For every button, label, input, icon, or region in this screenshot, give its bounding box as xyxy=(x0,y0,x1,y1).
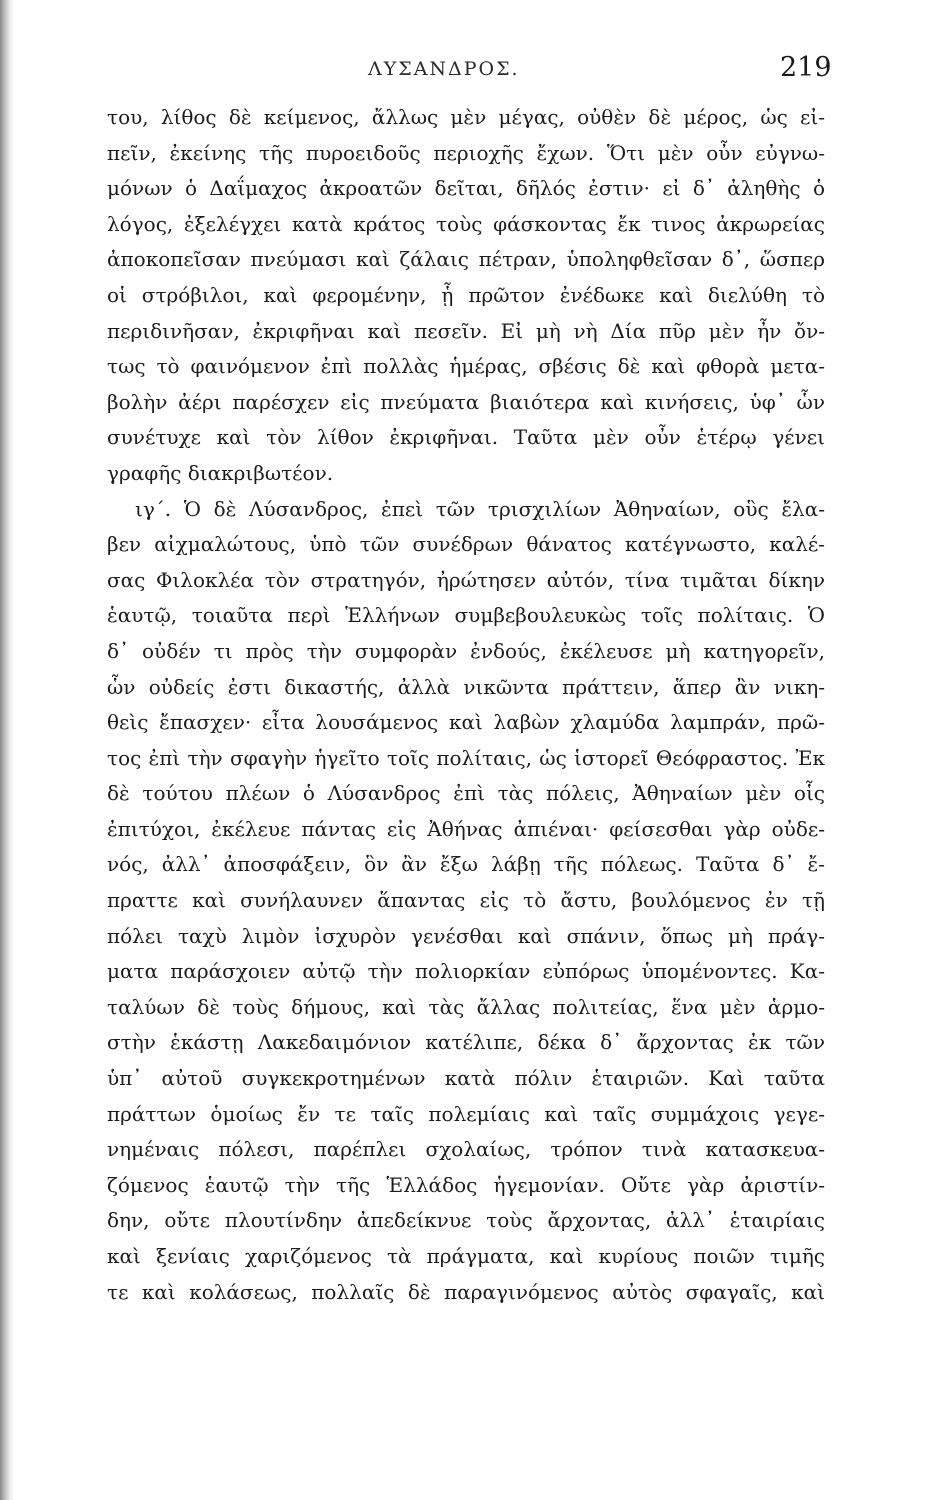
text-line: δ᾽ οὐδέν τι πρὸς τὴν συμφορὰν ἐνδούς, ἐκέλευσε μὴ κατηγορεῖν, xyxy=(107,638,825,663)
text-line: δὲ τούτου πλέων ὁ Λύσανδρος ἐπὶ τὰς πόλεις, Ἀθηναίων μὲν οἷς xyxy=(107,781,825,806)
text-line: νός, ἀλλ᾽ ἀποσφάξειν, ὃν ἂν ἔξω λάβῃ τῆς πόλεως. Ταῦτα δ᾽ ἔ- xyxy=(107,852,825,877)
text-line: ὧν οὐδείς ἐστι δικαστής, ἀλλὰ νικῶντα πράττειν, ἅπερ ἂν νικη- xyxy=(107,674,825,699)
text-line: τε καὶ κολάσεως, πολλαῖς δὲ παραγινόμενος αὐτὸς σφαγαῖς, καὶ xyxy=(107,1279,825,1304)
text-line: ματα παράσχοιεν αὐτῷ τὴν πολιορκίαν εὐπόρως ὑπομένοντες. Κα- xyxy=(107,959,825,984)
text-line: γραφῆς διακριβωτέον. xyxy=(107,460,334,485)
page-number: 219 xyxy=(780,52,832,83)
text-line: πραττε καὶ συνήλαυνεν ἅπαντας εἰς τὸ ἄστυ, βουλόμενος ἐν τῇ xyxy=(107,888,825,913)
text-line: ιγ΄. Ὁ δὲ Λύσανδρος, ἐπεὶ τῶν τρισχιλίων Ἀθηναίων, οὓς ἔλα- xyxy=(135,496,825,521)
body-text xyxy=(107,100,825,1310)
text-line: στὴν ἑκάστῃ Λακεδαιμόνιον κατέλιπε, δέκα δ᾽ ἄρχοντας ἐκ τῶν xyxy=(107,1030,825,1055)
text-line: ἀποκοπεῖσαν πνεύμασι καὶ ζάλαις πέτραν, ὑποληφθεῖσαν δ᾽, ὥσπερ xyxy=(107,247,825,272)
text-line: λόγος, ἐξελέγχει κατὰ κράτος τοὺς φάσκοντας ἔκ τινος ἀκρωρείας xyxy=(107,211,825,236)
text-line: βεν αἰχμαλώτους, ὑπὸ τῶν συνέδρων θάνατος κατέγνωστο, καλέ- xyxy=(107,532,825,557)
text-line: πεῖν, ἐκείνης τῆς πυροειδοῦς περιοχῆς ἔχων. Ὅτι μὲν οὖν εὐγνω- xyxy=(107,140,825,165)
text-line: συνέτυχε καὶ τὸν λίθον ἐκριφῆναι. Ταῦτα μὲν οὖν ἑτέρῳ γένει xyxy=(107,425,825,450)
text-line: τος ἐπὶ τὴν σφαγὴν ἡγεῖτο τοῖς πολίταις, ὡς ἱστορεῖ Θεόφραστος. Ἐκ xyxy=(107,745,825,770)
text-line: βολὴν ἀέρι παρέσχεν εἰς πνεύματα βιαιότερα καὶ κινήσεις, ὑφ᾽ ὧν xyxy=(107,389,825,414)
text-line: καὶ ξενίαις χαριζόμενος τὰ πράγματα, καὶ κυρίους ποιῶν τιμῆς xyxy=(107,1244,825,1268)
text-line: σας Φιλοκλέα τὸν στρατηγόν, ἠρώτησεν αὐτόν, τίνα τιμᾶται δίκην xyxy=(107,567,825,592)
text-line: ταλύων δὲ τοὺς δήμους, καὶ τὰς ἄλλας πολιτείας, ἕνα μὲν ἁρμο- xyxy=(107,994,825,1019)
text-line: του, λίθος δὲ κείμενος, ἄλλως μὲν μέγας, οὐθὲν δὲ μέρος, ὡς εἰ- xyxy=(107,105,825,129)
text-line: περιδινῆσαν, ἐκριφῆναι καὶ πεσεῖν. Εἰ μὴ νὴ Δία πῦρ μὲν ἦν ὄν- xyxy=(107,318,825,343)
text-line: πόλει ταχὺ λιμὸν ἰσχυρὸν γενέσθαι καὶ σπάνιν, ὅπως μὴ πράγ- xyxy=(107,923,825,948)
text-line: δην, οὔτε πλουτίνδην ἀπεδείκνυε τοὺς ἄρχοντας, ἀλλ᾽ ἑταιρίαις xyxy=(107,1208,825,1233)
text-line: θεὶς ἔπασχεν· εἶτα λουσάμενος καὶ λαβὼν χλαμύδα λαμπράν, πρῶ- xyxy=(107,710,825,735)
text-line: ζόμενος ἑαυτῷ τὴν τῆς Ἑλλάδος ἡγεμονίαν. Οὔτε γὰρ ἀριστίν- xyxy=(107,1172,825,1197)
page-header xyxy=(0,50,944,90)
text-line: πράττων ὁμοίως ἔν τε ταῖς πολεμίαις καὶ ταῖς συμμάχοις γεγε- xyxy=(107,1101,825,1126)
text-line: νημέναις πόλεσι, παρέπλει σχολαίως, τρόπον τινὰ κατασκευα- xyxy=(107,1137,825,1162)
text-line: τως τὸ φαινόμενον ἐπὶ πολλὰς ἡμέρας, σβέσις δὲ καὶ φθορὰ μετα- xyxy=(107,354,825,379)
text-line: ἑαυτῷ, τοιαῦτα περὶ Ἑλλήνων συμβεβουλευκὼς τοῖς πολίταις. Ὁ xyxy=(107,603,825,628)
text-line: οἱ στρόβιλοι, καὶ φερομένην, ᾗ πρῶτον ἐνέδωκε καὶ διελύθη τὸ xyxy=(107,282,825,307)
text-line: ὑπ᾽ αὐτοῦ συγκεκροτημένων κατὰ πόλιν ἑταιριῶν. Καὶ ταῦτα xyxy=(107,1066,825,1091)
text-line: μόνων ὁ Δαΐμαχος ἀκροατῶν δεῖται, δῆλός ἐστιν· εἰ δ᾽ ἀληθὴς ὁ xyxy=(107,176,825,201)
text-line: ἐπιτύχοι, ἐκέλευε πάντας εἰς Ἀθήνας ἀπιέναι· φείσεσθαι γὰρ οὐδε- xyxy=(107,816,825,841)
running-title: ΛΥΣΑΝΔΡΟΣ. xyxy=(368,58,520,80)
binding-edge xyxy=(0,0,14,1500)
